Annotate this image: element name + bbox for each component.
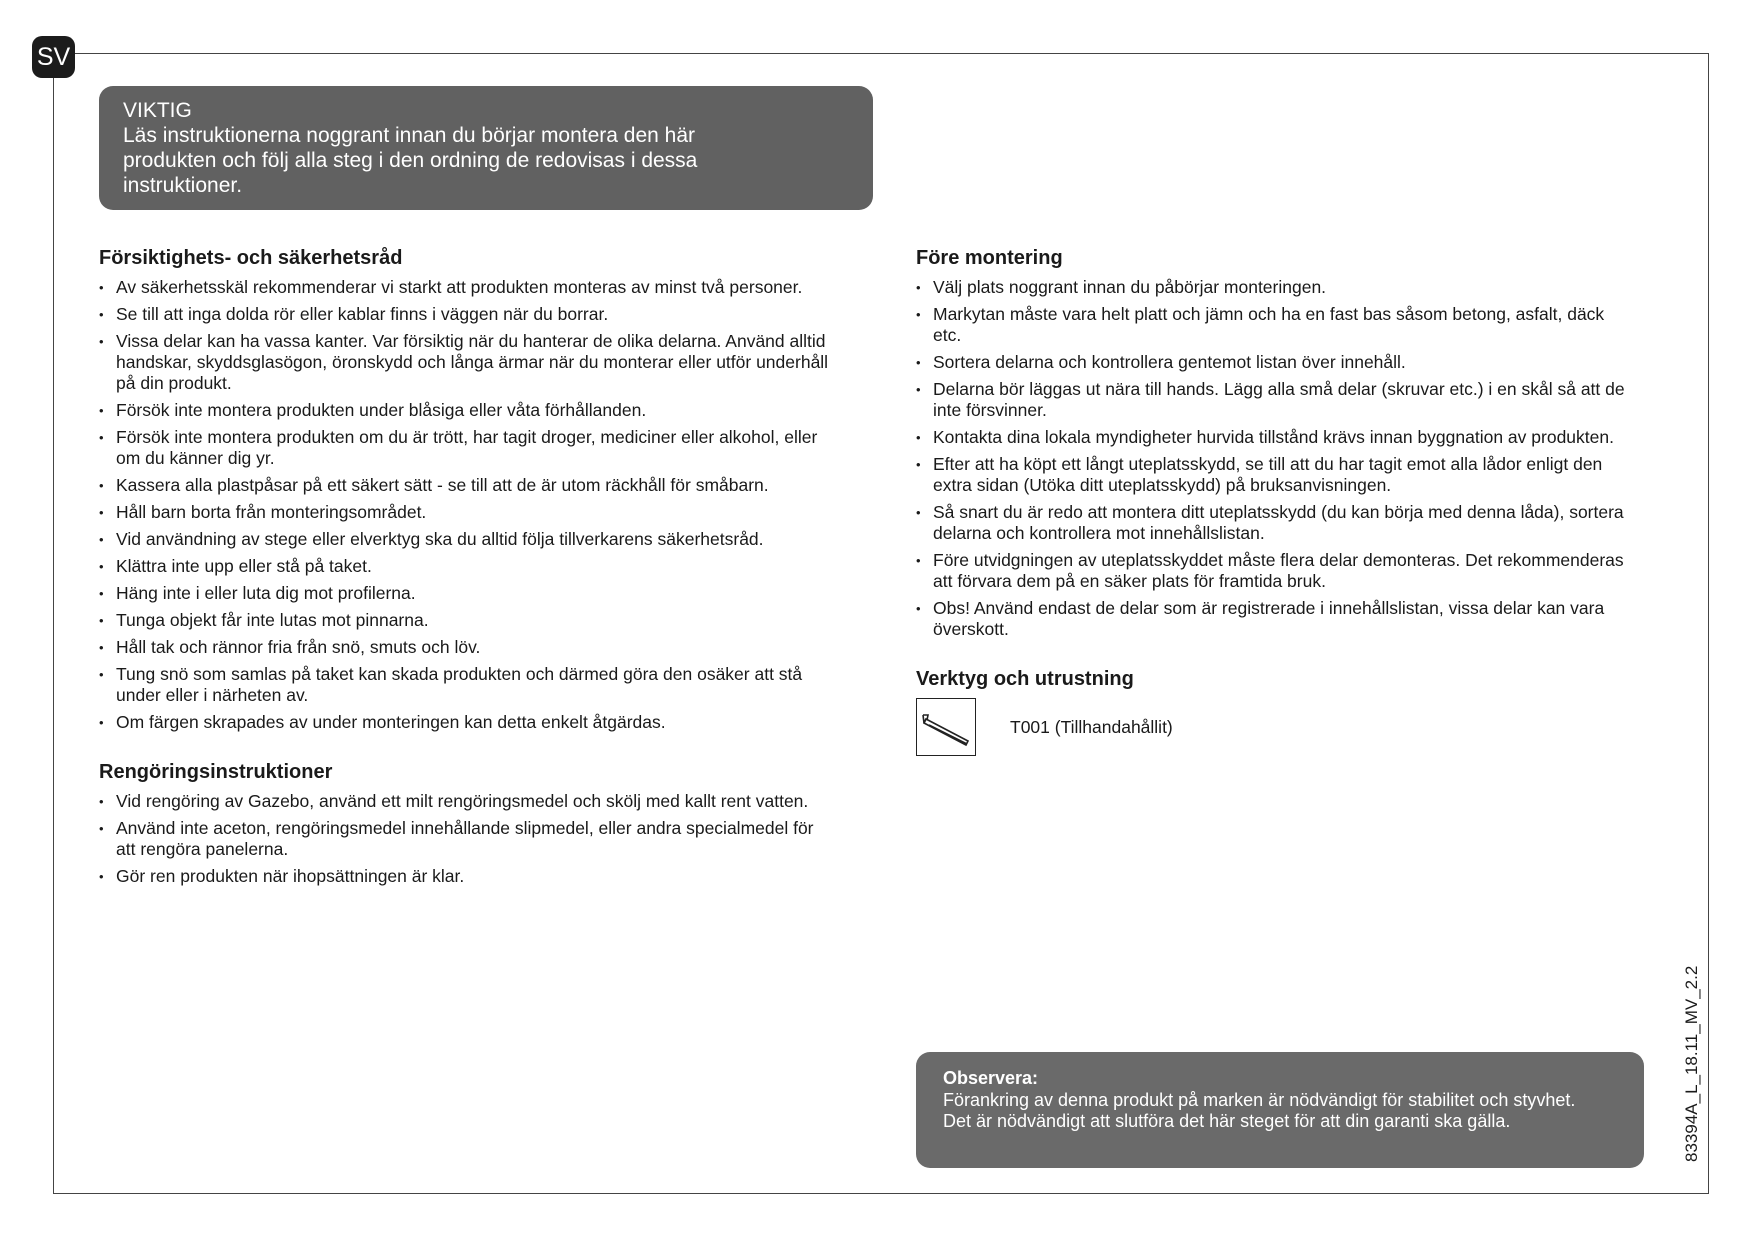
safety-heading: Försiktighets- och säkerhetsråd — [99, 247, 403, 269]
page-frame-bottom — [53, 1193, 1709, 1194]
list-item: • Efter att ha köpt ett långt uteplatsskydd, se till att du har tagit emot alla lådor enligt den extra sidan (Utöka ditt uteplatsskydd) på bruksanvisningen. — [916, 454, 1636, 496]
list-item: • Tung snö som samlas på taket kan skada produkten och därmed göra den osäker att stå under eller i närheten av. — [99, 664, 829, 706]
list-item: • Försök inte montera produkten om du är trött, har tagit droger, mediciner eller alkohol, eller om du känner dig yr. — [99, 427, 829, 469]
important-text: Läs instruktionerna noggrant innan du börjar montera den här produkten och följ alla steg i den ordning de redovisas i dessa instruktioner. — [123, 124, 698, 197]
cleaning-list — [99, 791, 829, 887]
observe-text: Förankring av denna produkt på marken är nödvändigt för stabilitet och styvhet. Det är nödvändigt att slutföra det här steget för att din garanti ska gälla. — [943, 1090, 1576, 1131]
document-code: 83394A_L_18.11_MV_2.2 — [1682, 965, 1701, 1162]
list-item: • Kontakta dina lokala myndigheter hurvida tillstånd krävs innan byggnation av produkten. — [916, 427, 1636, 448]
list-item: • Häng inte i eller luta dig mot profilerna. — [99, 583, 829, 604]
tool-label: T001 (Tillhandahållit) — [1010, 716, 1173, 737]
observe-title: Observera: — [943, 1068, 1039, 1088]
left-column — [99, 245, 829, 893]
language-badge: SV — [32, 36, 75, 78]
list-item: • Välj plats noggrant innan du påbörjar monteringen. — [916, 277, 1636, 298]
list-item: • Se till att inga dolda rör eller kablar finns i väggen när du borrar. — [99, 304, 829, 325]
list-item: • Sortera delarna och kontrollera gentemot listan över innehåll. — [916, 352, 1636, 373]
list-item: • Klättra inte upp eller stå på taket. — [99, 556, 829, 577]
list-item: • Delarna bör läggas ut nära till hands. Lägg alla små delar (skruvar etc.) i en skål så att de inte försvinner. — [916, 379, 1636, 421]
important-title: VIKTIG — [123, 99, 192, 122]
list-item: • Håll barn borta från monteringsområdet. — [99, 502, 829, 523]
list-item: • Före utvidgningen av uteplatsskyddet måste flera delar demonteras. Det rekommenderas att förvara dem på en säker plats för framtida bruk. — [916, 550, 1636, 592]
list-item: • Håll tak och rännor fria från snö, smuts och löv. — [99, 637, 829, 658]
tool-row — [916, 698, 1636, 756]
right-column — [916, 245, 1636, 756]
list-item: • Av säkerhetsskäl rekommenderar vi starkt att produkten monteras av minst två personer. — [99, 277, 829, 298]
list-item: • Om färgen skrapades av under monteringen kan detta enkelt åtgärdas. — [99, 712, 829, 733]
list-item: • Obs! Använd endast de delar som är registrerade i innehållslistan, vissa delar kan vara överskott. — [916, 598, 1636, 640]
list-item: • Markytan måste vara helt platt och jämn och ha en fast bas såsom betong, asfalt, däck etc. — [916, 304, 1636, 346]
list-item: • Vissa delar kan ha vassa kanter. Var försiktig när du hanterar de olika delarna. Använd alltid handskar, skyddsglasögon, öronskydd och långa ärmar när du monterar eller utför underhåll på din produkt. — [99, 331, 829, 394]
cleaning-heading: Rengöringsinstruktioner — [99, 761, 333, 783]
list-item: • Så snart du är redo att montera ditt uteplatsskydd (du kan börja med denna låda), sortera delarna och kontrollera mot innehållslistan. — [916, 502, 1636, 544]
important-notice — [99, 86, 873, 210]
safety-list — [99, 277, 829, 733]
list-item: • Försök inte montera produkten under blåsiga eller våta förhållanden. — [99, 400, 829, 421]
list-item: • Tunga objekt får inte lutas mot pinnarna. — [99, 610, 829, 631]
list-item: • Kassera alla plastpåsar på ett säkert sätt - se till att de är utom räckhåll för småbarn. — [99, 475, 829, 496]
list-item: • Vid användning av stege eller elverktyg ska du alltid följa tillverkarens säkerhetsråd. — [99, 529, 829, 550]
list-item: • Gör ren produkten när ihopsättningen är klar. — [99, 866, 829, 887]
before-assembly-heading: Före montering — [916, 247, 1063, 269]
page-frame-left — [53, 78, 54, 1193]
page-frame-top — [75, 53, 1709, 54]
list-item: • Vid rengöring av Gazebo, använd ett milt rengöringsmedel och skölj med kallt rent vatten. — [99, 791, 829, 812]
tools-heading: Verktyg och utrustning — [916, 668, 1134, 690]
hex-key-icon — [916, 698, 976, 756]
observe-notice — [916, 1052, 1644, 1168]
page-frame-right — [1708, 53, 1709, 1193]
before-assembly-list — [916, 277, 1636, 640]
list-item: • Använd inte aceton, rengöringsmedel innehållande slipmedel, eller andra specialmedel för att rengöra panelerna. — [99, 818, 829, 860]
